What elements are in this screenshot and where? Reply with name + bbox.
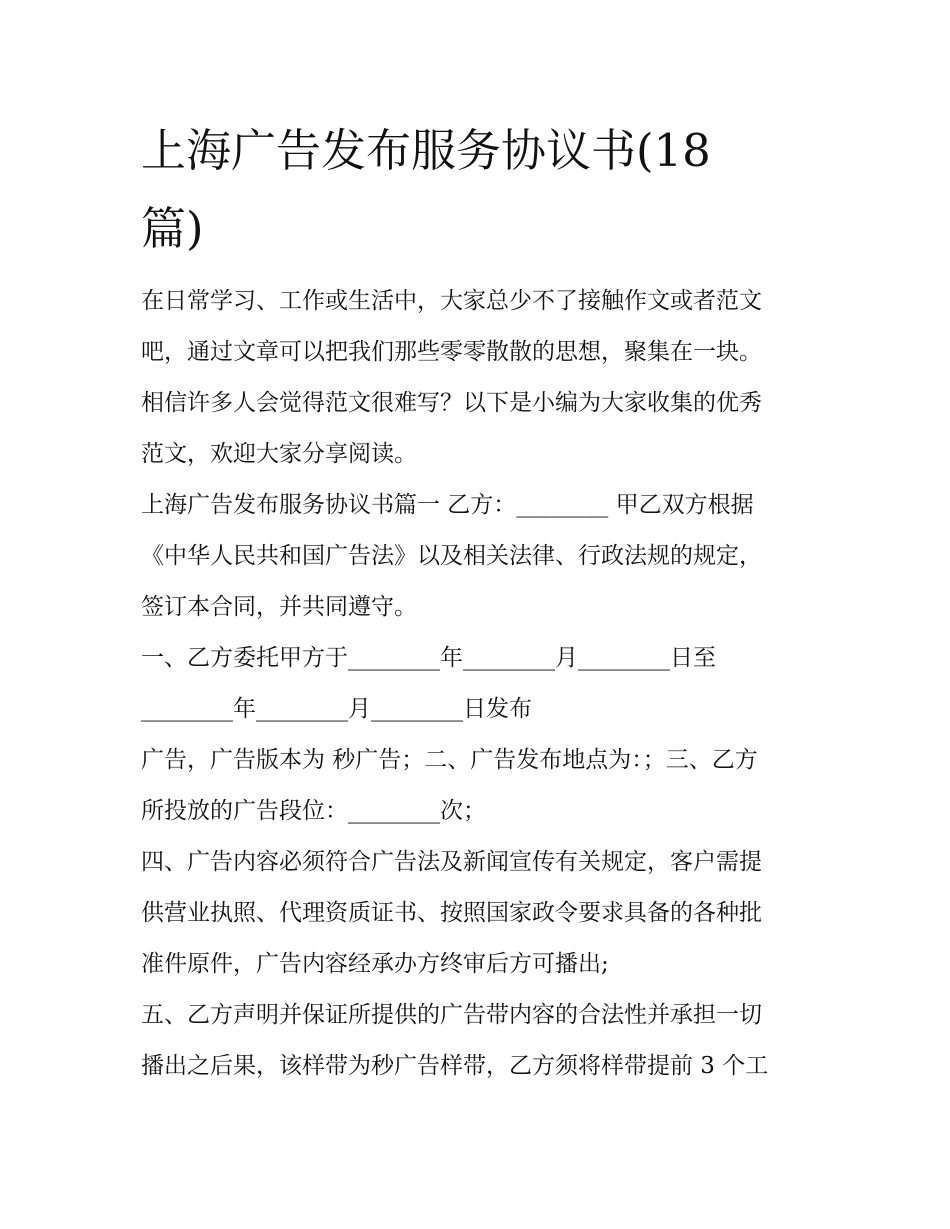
body-line: 上海广告发布服务协议书篇一 乙方：________ 甲乙双方根据 [141,492,754,518]
body-line: 供营业执照、代理资质证书、按照国家政令要求具备的各种批 [141,900,762,926]
body-line: 所投放的广告段位：________次； [141,798,486,824]
body-line: 准件原件，广告内容经承办方终审后方可播出; [141,951,609,977]
body-line: 四、广告内容必须符合广告法及新闻宣传有关规定，客户需提 [141,849,762,875]
document-body [141,276,817,1092]
document-title [141,112,821,268]
body-line: 范文，欢迎大家分享阅读。 [141,441,417,467]
body-line: 《中华人民共和国广告法》以及相关法律、行政法规的规定， [141,543,762,569]
body-line: 广告，广告版本为 秒广告；二、广告发布地点为：；三、乙方 [141,747,758,773]
title-line-1: 上海广告发布服务协议书(18 [141,124,711,177]
body-line: 播出之后果，该样带为秒广告样带，乙方须将样带提前 3 个工 [141,1053,769,1079]
body-line: 吧，通过文章可以把我们那些零零散散的思想，聚集在一块。 [141,339,762,365]
body-line: 五、乙方声明并保证所提供的广告带内容的合法性并承担一切 [141,1002,762,1028]
body-line: 一、乙方委托甲方于________年________月________日至 [141,645,716,671]
body-line: 在日常学习、工作或生活中，大家总少不了接触作文或者范文 [141,288,762,314]
body-line: 签订本合同，并共同遵守。 [141,594,417,620]
body-line: 相信许多人会觉得范文很难写？以下是小编为大家收集的优秀 [141,390,762,416]
body-line: ________年________月________日发布 [141,696,532,722]
title-line-2: 篇) [141,202,204,255]
